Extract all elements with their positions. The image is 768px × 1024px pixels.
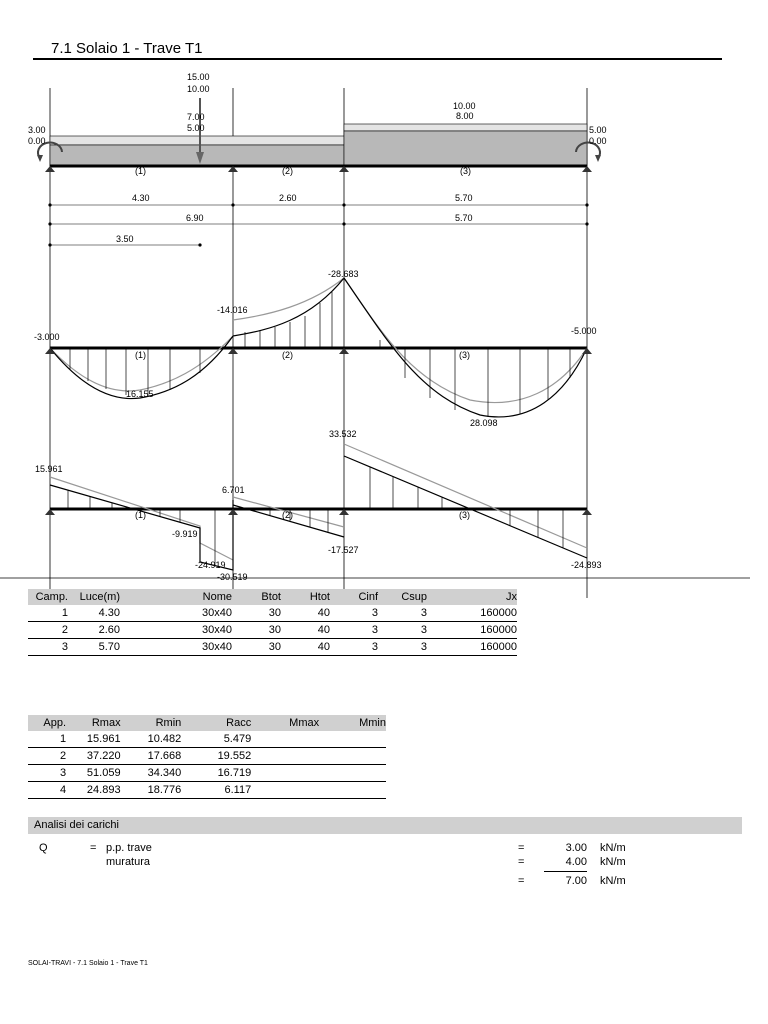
load-item: muratura	[106, 856, 151, 868]
table-cell: 5.70	[68, 639, 120, 656]
table-cell: 2.60	[68, 622, 120, 639]
dimension-label: 4.30	[132, 193, 150, 203]
table-cell: 51.059	[66, 765, 121, 782]
load-diagram	[37, 98, 601, 172]
moment-label: 16.155	[126, 389, 154, 399]
shear-label: 15.961	[35, 464, 63, 474]
moment-label: 28.098	[470, 418, 498, 428]
page-title: 7.1 Solaio 1 - Trave T1	[51, 40, 203, 57]
table-cell: 15.961	[66, 731, 121, 748]
load-label: 8.00	[456, 111, 474, 121]
dimension-label: 3.50	[116, 234, 134, 244]
column-header: Racc	[181, 715, 251, 731]
load-label: 3.00	[28, 125, 46, 135]
beam-table	[28, 589, 517, 656]
table-cell: 3	[28, 765, 66, 782]
table-cell	[251, 765, 319, 782]
column-header: Cinf	[330, 589, 378, 605]
table-cell: 40	[281, 622, 330, 639]
reaction-table	[28, 715, 386, 799]
span-label: (1)	[135, 350, 146, 360]
span-label: (1)	[135, 166, 146, 176]
table-row	[28, 622, 517, 639]
table-cell: 4	[28, 782, 66, 799]
table-cell	[251, 748, 319, 765]
column-header: Rmin	[121, 715, 182, 731]
table-cell: 1	[28, 605, 68, 622]
moment-label: -5.000	[571, 326, 597, 336]
table-cell: 3	[28, 639, 68, 656]
column-header: Luce(m)	[68, 589, 120, 605]
column-header: Mmax	[251, 715, 319, 731]
column-header: Camp.	[28, 589, 68, 605]
table-cell: 160000	[427, 605, 517, 622]
column-header: Jx	[427, 589, 517, 605]
table-cell	[251, 731, 319, 748]
moment-label: -28.683	[328, 269, 359, 279]
shear-label: -30.519	[217, 572, 248, 582]
column-header: Mmin	[319, 715, 386, 731]
table-row	[28, 765, 386, 782]
table-cell: 3	[378, 622, 427, 639]
dimension-label: 2.60	[279, 193, 297, 203]
shear-diagram	[45, 444, 592, 570]
column-header: Htot	[281, 589, 330, 605]
dimension-label: 6.90	[186, 213, 204, 223]
table-row	[28, 748, 386, 765]
span-label: (2)	[282, 350, 293, 360]
table-cell: 30x40	[120, 639, 232, 656]
table-cell: 40	[281, 605, 330, 622]
table-cell	[251, 782, 319, 799]
load-label: 0.00	[28, 136, 46, 146]
load-item: p.p. trave	[106, 842, 152, 854]
load-value: 4.00	[565, 856, 587, 868]
table-cell: 40	[281, 639, 330, 656]
table-cell: 19.552	[181, 748, 251, 765]
table-cell: 30	[232, 622, 281, 639]
load-label: 10.00	[453, 101, 476, 111]
column-header: Nome	[120, 589, 232, 605]
column-header: Rmax	[66, 715, 121, 731]
load-total: 7.00	[565, 875, 587, 887]
load-unit: kN/m	[600, 842, 626, 854]
span-label: (3)	[459, 510, 470, 520]
equals-sign: =	[518, 875, 525, 887]
shear-label: -9.919	[172, 529, 198, 539]
span-label: (3)	[460, 166, 471, 176]
load-label: 10.00	[187, 84, 210, 94]
table-cell	[319, 748, 386, 765]
table-cell: 30	[232, 605, 281, 622]
sum-rule	[544, 871, 587, 872]
table-row	[28, 731, 386, 748]
shear-label: -24.919	[195, 560, 226, 570]
table-row	[28, 605, 517, 622]
column-header: Btot	[232, 589, 281, 605]
table-cell: 2	[28, 622, 68, 639]
table-cell: 37.220	[66, 748, 121, 765]
table-cell: 16.719	[181, 765, 251, 782]
table-cell: 3	[330, 622, 378, 639]
span-label: (1)	[135, 510, 146, 520]
span-label: (3)	[459, 350, 470, 360]
table-cell: 30x40	[120, 622, 232, 639]
load-unit: kN/m	[600, 856, 626, 868]
table-cell: 10.482	[121, 731, 182, 748]
load-label: 0.00	[589, 136, 607, 146]
load-unit: kN/m	[600, 875, 626, 887]
span-label: (2)	[282, 166, 293, 176]
table-row	[28, 639, 517, 656]
table-cell: 3	[330, 639, 378, 656]
load-label: 7.00	[187, 112, 205, 122]
table-cell: 30	[232, 639, 281, 656]
table-cell: 30x40	[120, 605, 232, 622]
table-cell: 3	[378, 639, 427, 656]
table-cell: 160000	[427, 622, 517, 639]
equals-sign: =	[518, 842, 525, 854]
table-cell: 3	[330, 605, 378, 622]
table-cell: 24.893	[66, 782, 121, 799]
load-label: 5.00	[589, 125, 607, 135]
equals-sign: =	[90, 842, 97, 854]
table-cell	[319, 731, 386, 748]
moment-label: -14.016	[217, 305, 248, 315]
dimension-label: 5.70	[455, 193, 473, 203]
load-symbol: Q	[39, 842, 48, 854]
table-cell: 4.30	[68, 605, 120, 622]
table-row	[28, 782, 386, 799]
table-cell: 3	[378, 605, 427, 622]
load-label: 15.00	[187, 72, 210, 82]
load-value: 3.00	[565, 842, 587, 854]
table-cell: 6.117	[181, 782, 251, 799]
table-cell: 34.340	[121, 765, 182, 782]
footer: SOLAI-TRAVI - 7.1 Solaio 1 - Trave T1	[28, 960, 148, 967]
shear-label: 6.701	[222, 485, 245, 495]
dimension-label: 5.70	[455, 213, 473, 223]
table-cell: 1	[28, 731, 66, 748]
column-header: Csup	[378, 589, 427, 605]
shear-label: -24.893	[571, 560, 602, 570]
column-header: App.	[28, 715, 66, 731]
table-cell: 18.776	[121, 782, 182, 799]
span-label: (2)	[282, 510, 293, 520]
table-cell: 2	[28, 748, 66, 765]
shear-label: 33.532	[329, 429, 357, 439]
shear-label: -17.527	[328, 545, 359, 555]
table-cell: 5.479	[181, 731, 251, 748]
table-cell: 17.668	[121, 748, 182, 765]
load-label: 5.00	[187, 123, 205, 133]
equals-sign: =	[518, 856, 525, 868]
analysis-heading-label: Analisi dei carichi	[34, 819, 119, 831]
analysis-heading	[28, 817, 742, 834]
table-cell: 160000	[427, 639, 517, 656]
table-cell	[319, 782, 386, 799]
table-cell	[319, 765, 386, 782]
moment-label: -3.000	[34, 332, 60, 342]
